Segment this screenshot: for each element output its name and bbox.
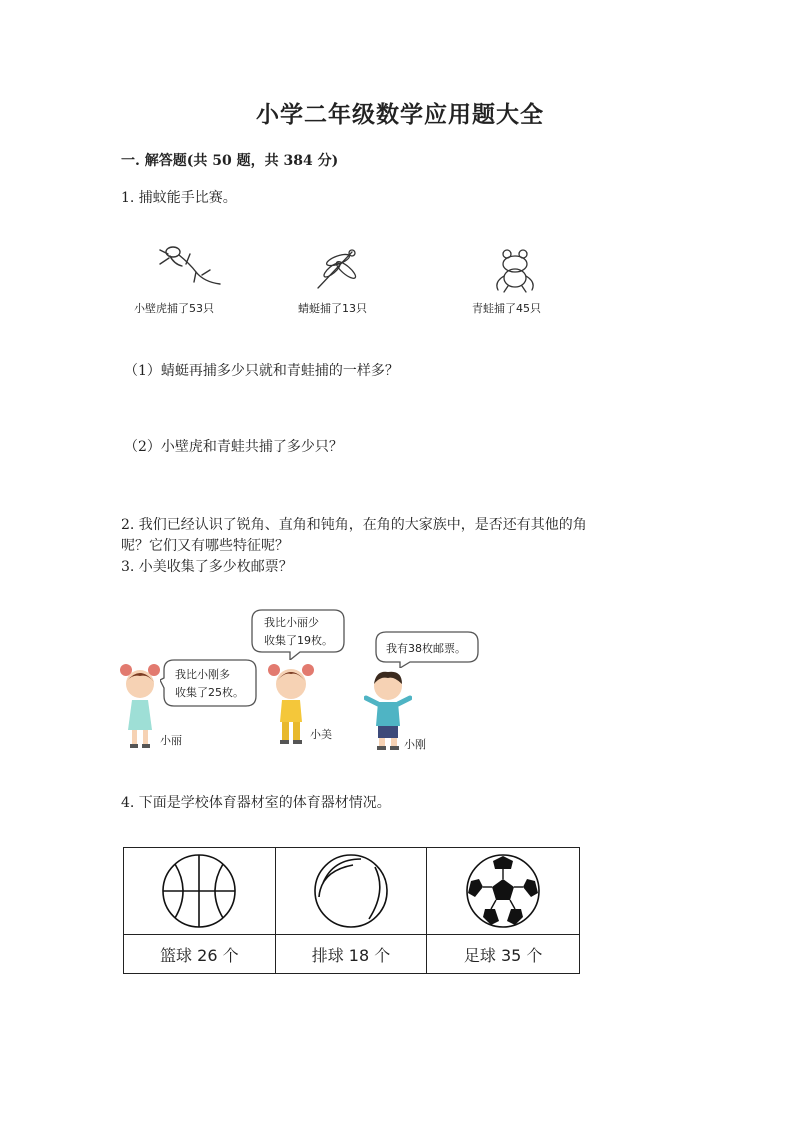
question-1-sub1: （1）蜻蜓再捕多少只就和青蛙捕的一样多？ — [124, 363, 399, 379]
name-xiaogang: 小刚 — [404, 738, 426, 751]
basketball-icon — [161, 853, 237, 929]
question-1-sub2: （2）小壁虎和青蛙共捕了多少只？ — [124, 439, 343, 455]
frog-caption: 青蛙捕了45只 — [472, 302, 541, 315]
dragonfly-caption: 蜻蜓捕了13只 — [298, 302, 367, 315]
equipment-table — [123, 847, 580, 974]
equipment-cell-volleyball — [276, 848, 428, 935]
section-heading: 一. 解答题(共 50 题，共 384 分) — [121, 153, 339, 169]
girl-xiaomei-figure — [266, 660, 316, 746]
bubble-xiaomei-line2: 收集了19枚。 — [264, 634, 333, 647]
volleyball-count-label: 排球 18 个 — [276, 935, 428, 973]
gecko-icon — [150, 242, 230, 294]
question-4-stem: 4. 下面是学校体育器材室的体育器材情况。 — [121, 795, 391, 811]
name-xiaoli: 小丽 — [160, 734, 182, 747]
volleyball-icon — [313, 853, 389, 929]
question-2-line2: 呢？它们又有哪些特征呢？ — [121, 538, 289, 554]
soccer-ball-icon — [465, 853, 541, 929]
question-3-stem: 3. 小美收集了多少枚邮票？ — [121, 559, 293, 575]
question-1-stem: 1. 捕蚊能手比赛。 — [121, 190, 237, 206]
basketball-count-label: 篮球 26 个 — [124, 935, 276, 973]
dragonfly-icon — [310, 248, 360, 294]
equipment-cell-basketball — [124, 848, 276, 935]
bubble-xiaogang-text: 我有38枚邮票。 — [386, 642, 466, 655]
equipment-cell-soccer — [427, 848, 579, 935]
gecko-caption: 小壁虎捕了53只 — [134, 302, 214, 315]
question-2-line1: 2. 我们已经认识了锐角、直角和钝角，在角的大家族中，是否还有其他的角 — [121, 517, 587, 533]
frog-icon — [490, 246, 540, 294]
girl-xiaoli-figure — [118, 660, 162, 752]
soccer-count-label: 足球 35 个 — [463, 945, 543, 965]
bubble-xiaoli-line2: 收集了25枚。 — [175, 686, 244, 699]
bubble-xiaomei-line1: 我比小丽少 — [264, 616, 319, 629]
bubble-xiaoli-line1: 我比小刚多 — [175, 668, 230, 681]
name-xiaomei: 小美 — [310, 728, 332, 741]
page-title: 小学二年级数学应用题大全 — [256, 101, 544, 128]
